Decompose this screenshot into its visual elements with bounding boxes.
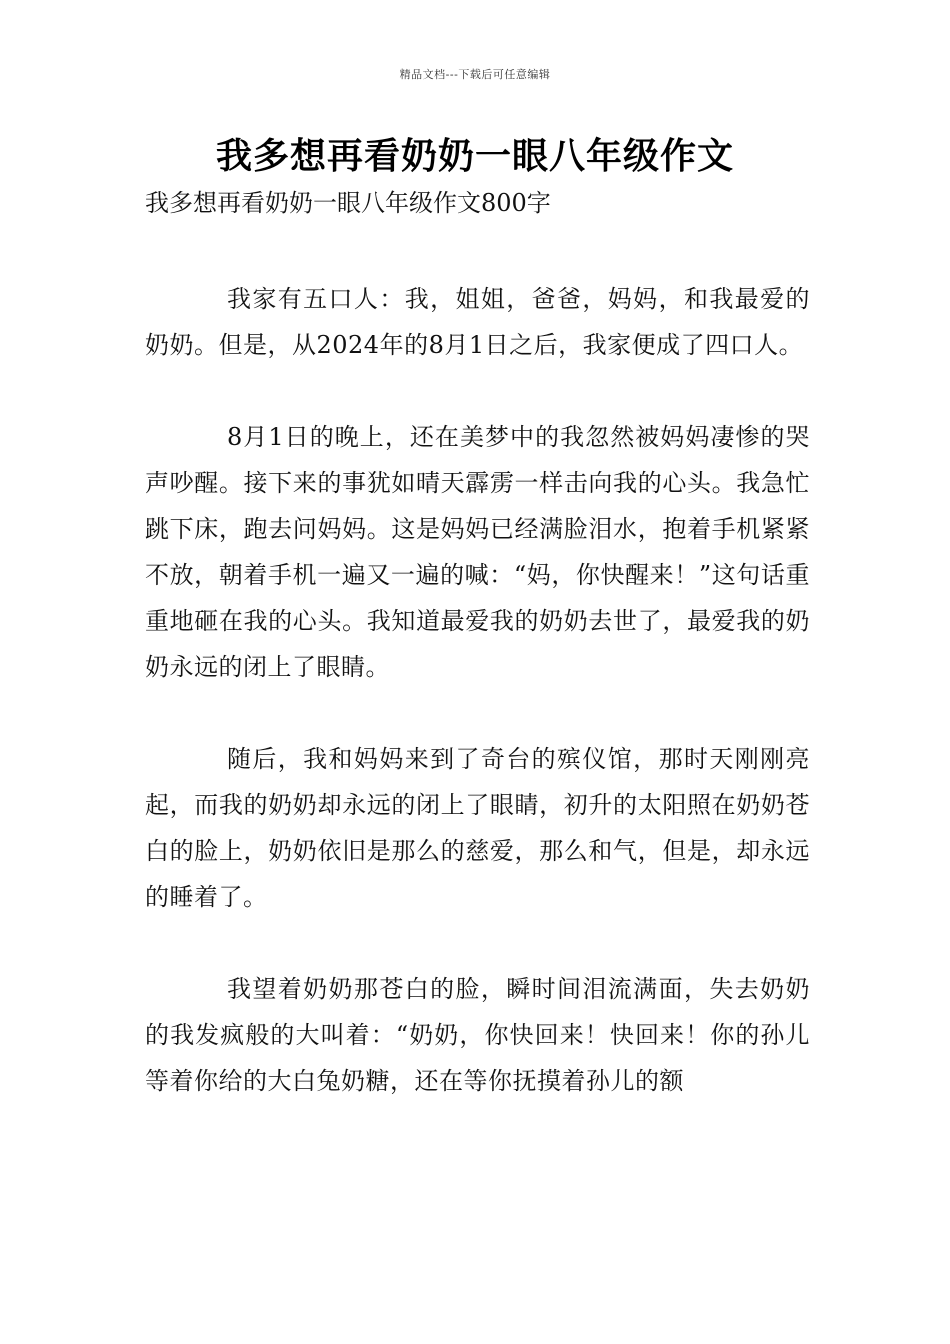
paragraph-4: 我望着奶奶那苍白的脸，瞬时间泪流满面，失去奶奶的我发疯般的大叫着：“奶奶，你快回来！快回来！你的孙儿等着你给的大白兔奶糖，还在等你抚摸着孙儿的额 xyxy=(145,975,810,1095)
document-subtitle: 我多想再看奶奶一眼八年级作文800字 xyxy=(145,189,551,217)
essay-body xyxy=(145,276,810,1150)
paragraph-3: 随后，我和妈妈来到了奇台的殡仪馆，那时天刚刚亮起，而我的奶奶却永远的闭上了眼睛，初升的太阳照在奶奶苍白的脸上，奶奶依旧是那么的慈爱，那么和气，但是，却永远的睡着了。 xyxy=(145,745,810,911)
document-title: 我多想再看奶奶一眼八年级作文 xyxy=(215,136,734,177)
header-note: 精品文档---下载后可任意编辑 xyxy=(399,68,551,81)
paragraph-1: 我家有五口人：我，姐姐，爸爸，妈妈，和我最爱的奶奶。但是，从2024年的8月1日之后，我家便成了四口人。 xyxy=(145,285,810,359)
paragraph-2: 8月1日的晚上，还在美梦中的我忽然被妈妈凄惨的哭声吵醒。接下来的事犹如晴天霹雳一样击向我的心头。我急忙跳下床，跑去问妈妈。这是妈妈已经满脸泪水，抱着手机紧紧不放，朝着手机一遍又一遍的喊：“妈，你快醒来！”这句话重重地砸在我的心头。我知道最爱我的奶奶去世了，最爱我的奶奶永远的闭上了眼睛。 xyxy=(145,423,810,681)
